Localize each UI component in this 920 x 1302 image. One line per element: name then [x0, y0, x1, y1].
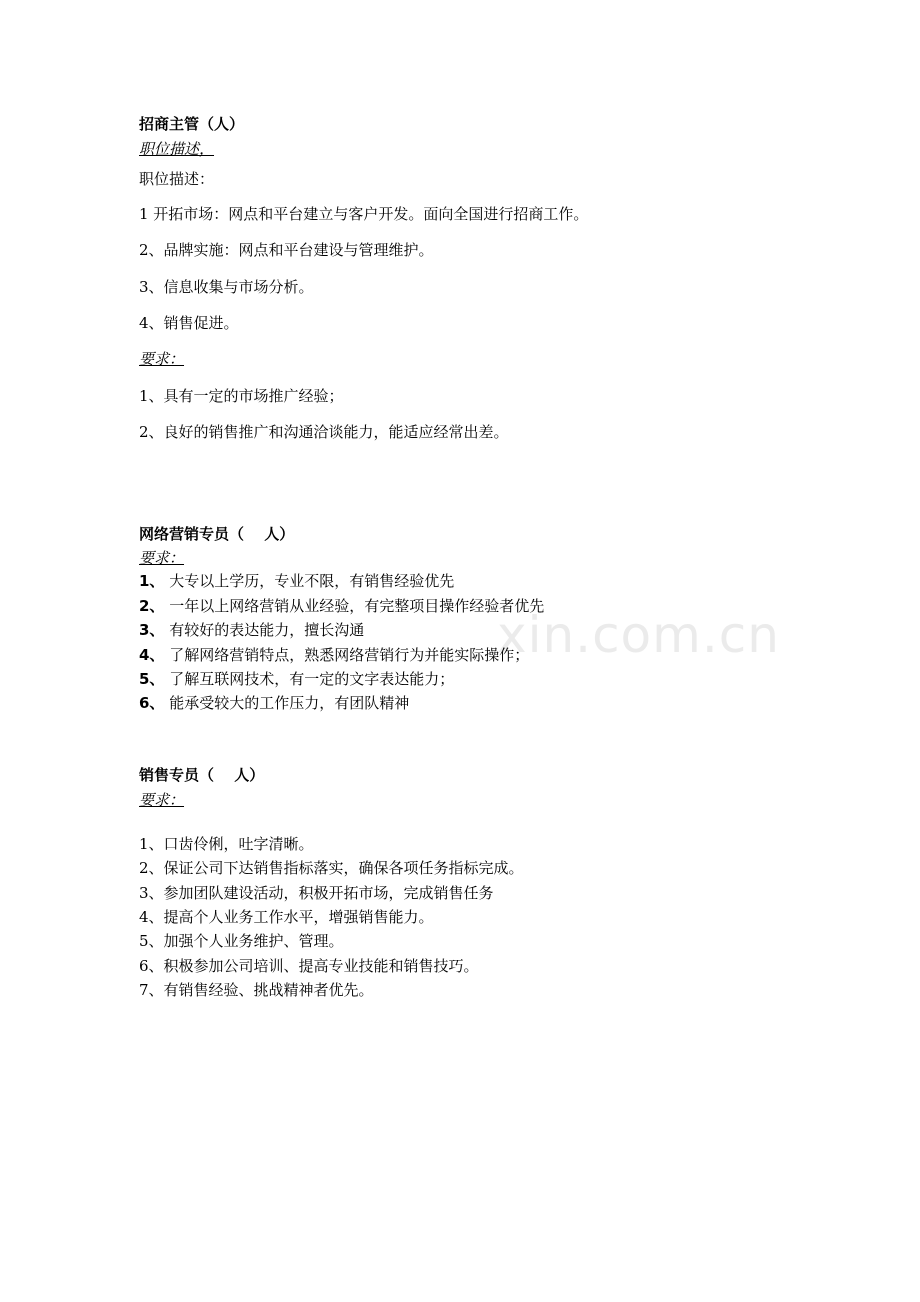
- section2-item-3: 3、 有较好的表达能力，擅长沟通: [139, 621, 365, 639]
- section3-item-3: 3、参加团队建设活动，积极开拓市场，完成销售任务: [139, 884, 494, 902]
- section3-item-6: 6、积极参加公司培训、提高专业技能和销售技巧。: [139, 957, 479, 975]
- section3-item-7: 7、有销售经验、挑战精神者优先。: [139, 981, 374, 999]
- section3-title: 销售专员（ 人）: [139, 766, 265, 784]
- section3-item-2: 2、保证公司下达销售指标落实，确保各项任务指标完成。: [139, 859, 524, 877]
- section1-item-1: 1 开拓市场：网点和平台建立与客户开发。面向全国进行招商工作。: [139, 205, 589, 223]
- section3-req-heading: 要求：: [139, 791, 185, 809]
- section1-lead: 职位描述：: [139, 170, 215, 188]
- section2-item-6: 6、 能承受较大的工作压力，有团队精神: [139, 694, 410, 712]
- section2-item-5: 5、 了解互联网技术，有一定的文字表达能力；: [139, 670, 455, 688]
- section1-item-3: 3、信息收集与市场分析。: [139, 278, 314, 296]
- watermark: xin.com.cn: [497, 606, 780, 664]
- section1-req-heading: 要求：: [139, 350, 185, 368]
- section2-item-1: 1、 大专以上学历，专业不限，有销售经验优先: [139, 572, 455, 590]
- section1-item-2: 2、品牌实施：网点和平台建设与管理维护。: [139, 241, 434, 259]
- section1-req-2: 2、良好的销售推广和沟通洽谈能力，能适应经常出差。: [139, 423, 509, 441]
- section2-item-4: 4、 了解网络营销特点，熟悉网络营销行为并能实际操作；: [139, 646, 530, 664]
- section1-req-1: 1、具有一定的市场推广经验；: [139, 387, 344, 405]
- section2-req-heading: 要求：: [139, 549, 185, 567]
- section3-item-1: 1、口齿伶俐，吐字清晰。: [139, 835, 314, 853]
- section2-item-2: 2、 一年以上网络营销从业经验，有完整项目操作经验者优先: [139, 597, 545, 615]
- section1-subtitle: 职位描述，: [139, 140, 215, 158]
- section1-item-4: 4、销售促进。: [139, 314, 239, 332]
- section3-item-5: 5、加强个人业务维护、管理。: [139, 932, 344, 950]
- section2-title: 网络营销专员（ 人）: [139, 525, 295, 543]
- section3-item-4: 4、提高个人业务工作水平，增强销售能力。: [139, 908, 434, 926]
- section1-title: 招商主管（人）: [139, 115, 245, 133]
